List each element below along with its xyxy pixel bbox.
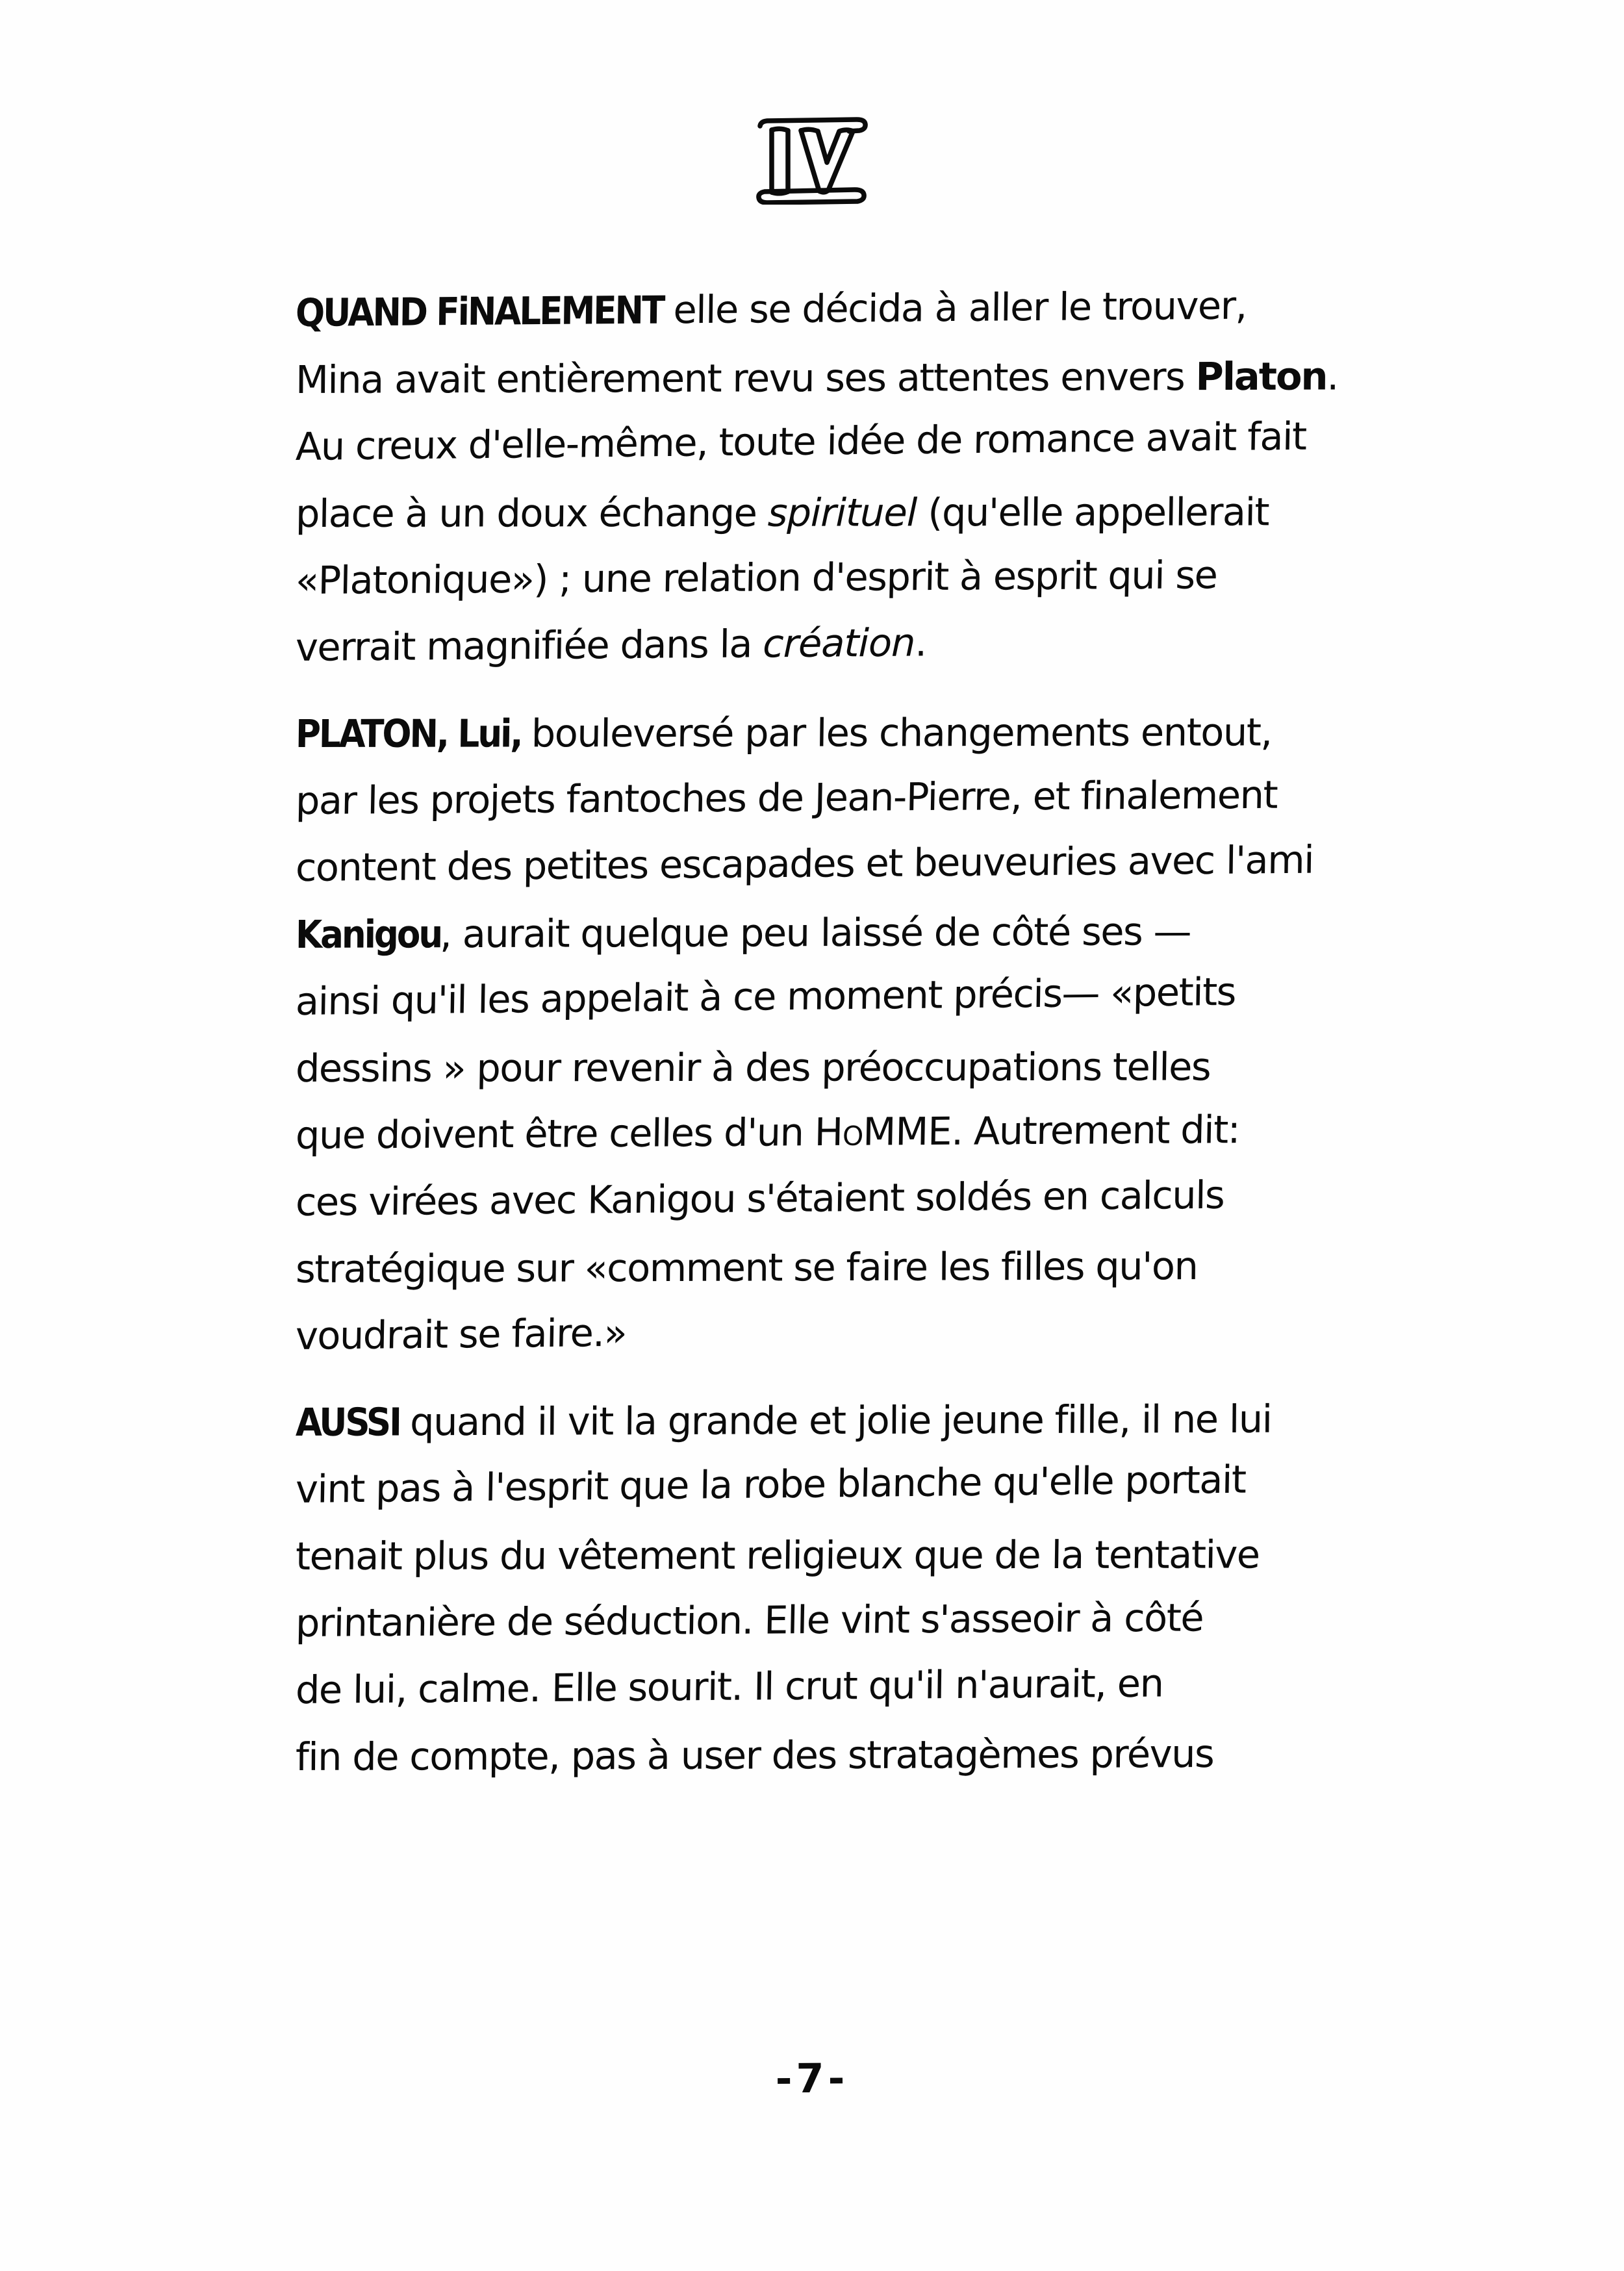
- text-line: [295, 1521, 1400, 1590]
- text-line: [296, 342, 1401, 413]
- text-run: «Platonique») ; une relation d'esprit à esprit qui se: [295, 552, 1218, 603]
- text-run: (qu'elle appellerait: [916, 489, 1269, 535]
- emphasis-smallcaps: HoMME: [814, 1108, 952, 1155]
- paragraph-lead-in: QUAND FiNALEMENT: [295, 287, 664, 336]
- emphasis-italic: création: [762, 620, 915, 666]
- page-number: -7-: [775, 2054, 849, 2103]
- text-line: [295, 478, 1400, 547]
- text-line: [295, 271, 1400, 346]
- text-run: quand il vit la grande et jolie jeune fille, il ne lui: [398, 1396, 1272, 1445]
- text-run: par les projets fantoches de Jean-Pierre, et finalement: [295, 772, 1278, 824]
- paragraph-lead-in: AUSSI: [295, 1399, 401, 1445]
- paragraph-1: [296, 279, 1400, 681]
- text-line: [296, 1719, 1401, 1790]
- text-run: , aurait quelque peu laissé de côté ses —: [439, 909, 1191, 957]
- paragraph-2: [296, 700, 1400, 1369]
- roman-numeral-label: [754, 117, 870, 205]
- text-run: content des petites escapades et beuveuries avec l'ami: [295, 837, 1314, 891]
- text-line: [295, 540, 1401, 614]
- text-run: . Autrement dit:: [950, 1107, 1240, 1154]
- text-line: [296, 1232, 1401, 1302]
- text-line: [296, 897, 1401, 968]
- text-line: [295, 1648, 1400, 1723]
- roman-numeral-four-icon: [754, 117, 870, 205]
- text-line: [295, 698, 1400, 767]
- chapter-heading: [0, 117, 1624, 205]
- emphasis-bold: Platon: [1195, 353, 1327, 400]
- text-run: ces virées avec Kanigou s'étaient soldés en calculs: [295, 1172, 1224, 1225]
- paragraph-3: [296, 1389, 1400, 1790]
- paragraph-lead-in: PLATON, Lui,: [295, 711, 522, 757]
- text-run: fin de compte, pas à user des stratagèmes prévus: [295, 1731, 1214, 1780]
- text-line: [296, 1385, 1401, 1456]
- text-line: [295, 1291, 1401, 1369]
- text-run: .: [1326, 353, 1339, 399]
- text-line: [295, 761, 1401, 834]
- text-run: verrait magnifiée dans la: [295, 621, 763, 670]
- text-run: dessins » pour revenir à des préoccupations telles: [295, 1044, 1211, 1091]
- text-run: vint pas à l'esprit que la robe blanche qu'elle portait: [295, 1456, 1247, 1512]
- text-run: voudrait se faire.»: [295, 1310, 627, 1359]
- text-line: [295, 605, 1400, 681]
- text-run: place à un doux échange: [295, 490, 768, 537]
- text-run: stratégique sur «comment se faire les filles qu'on: [295, 1243, 1198, 1292]
- text-line: [295, 956, 1401, 1035]
- text-run: elle se décida à aller le trouver,: [661, 283, 1247, 333]
- text-line: [295, 1095, 1401, 1169]
- paragraph-lead-in: Kanigou: [295, 911, 442, 958]
- text-line: [295, 826, 1400, 901]
- text-line: [295, 1444, 1401, 1523]
- text-run: bouleversé par les changements entout,: [520, 709, 1273, 756]
- text-line: [295, 1583, 1401, 1656]
- text-line: [295, 1033, 1400, 1102]
- text-run: printanière de séduction. Elle vint s'asseoir à côté: [295, 1595, 1204, 1646]
- text-run: de lui, calme. Elle sourit. Il crut qu'il n'aurait, en: [295, 1660, 1163, 1713]
- text-run: .: [915, 620, 927, 665]
- text-run: tenait plus du vêtement religieux que de la tentative: [295, 1532, 1260, 1579]
- emphasis-italic: spirituel: [767, 490, 917, 535]
- text-line: [295, 1160, 1400, 1236]
- text-run: que doivent être celles d'un: [295, 1110, 815, 1158]
- text-run: Mina avait entièrement revu ses attentes envers: [295, 354, 1196, 403]
- page-body: [296, 279, 1400, 1799]
- text-run: Au creux d'elle-même, toute idée de romance avait fait: [295, 413, 1307, 470]
- text-run: ainsi qu'il les appelait à ce moment précis— «petits: [295, 969, 1236, 1024]
- text-line: [295, 401, 1401, 480]
